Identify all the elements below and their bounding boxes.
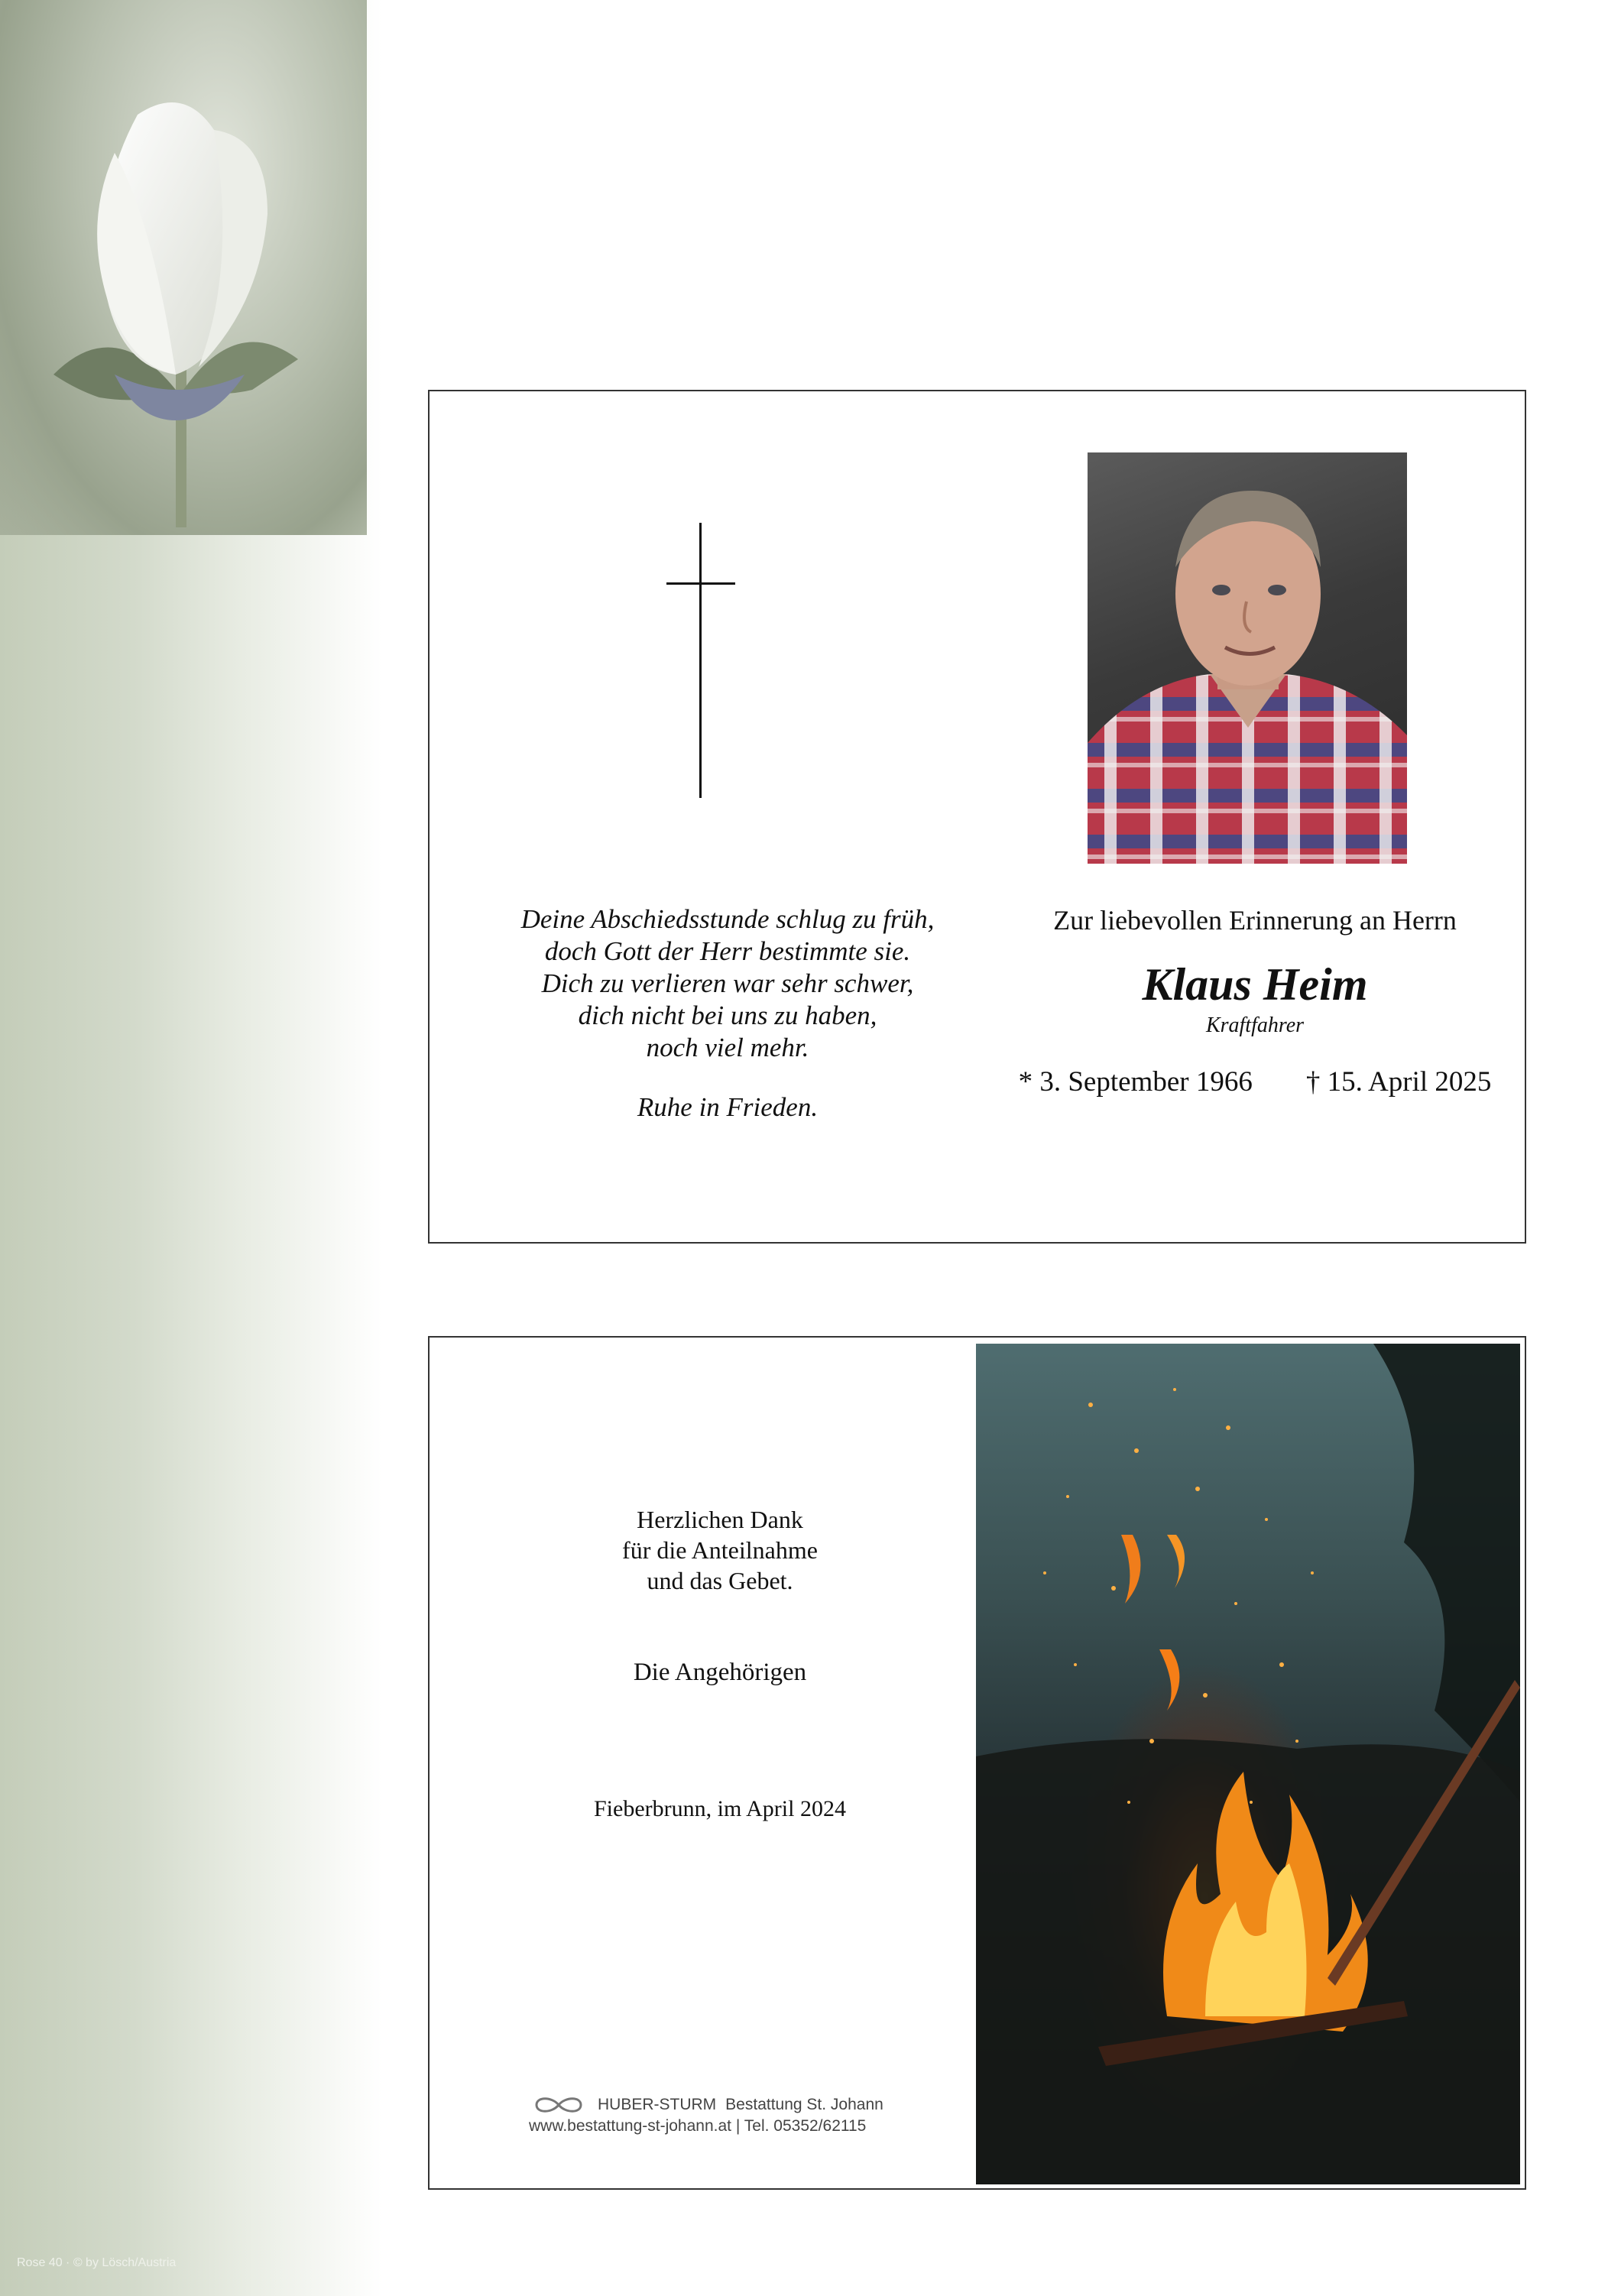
funeral-home-contact (529, 2116, 911, 2137)
funeral-home-subtitle: Bestattung St. Johann (725, 2096, 883, 2113)
campfire-illustration (976, 1344, 1520, 2184)
poem-line: noch viel mehr. (646, 1033, 809, 1062)
memorial-card-front (428, 390, 1526, 1244)
poem-line: dich nicht bei uns zu haben, (578, 1000, 877, 1030)
infinity-logo-icon (529, 2095, 588, 2115)
funeral-home-name: HUBER-STURM (598, 2096, 717, 2113)
place-and-date: Fieberbrunn, im April 2024 (594, 1796, 846, 1821)
funeral-home-info (529, 2094, 911, 2137)
thanks-line: Herzlichen Dank (637, 1506, 803, 1533)
funeral-home-phone: Tel. 05352/62115 (744, 2117, 867, 2135)
poem-line: doch Gott der Herr bestimmte sie. (544, 936, 911, 966)
relatives-signature: Die Angehörigen (633, 1659, 807, 1686)
thanks-line: und das Gebet. (647, 1567, 793, 1594)
funeral-home-header (529, 2094, 911, 2116)
thank-you-card (428, 1336, 1526, 2190)
cross-icon (666, 523, 735, 798)
portrait-photo (1088, 452, 1407, 864)
memorial-intro: Zur liebevollen Erinnerung an Herrn (1053, 905, 1457, 936)
thanks-message (491, 1504, 949, 1596)
campfire-photo (976, 1344, 1520, 2184)
poem (460, 903, 995, 1124)
portrait-illustration (1088, 452, 1407, 864)
occupation: Kraftfahrer (1205, 1013, 1305, 1037)
poem-line: Dich zu verlieren war sehr schwer, (541, 968, 914, 998)
poem-line: Deine Abschiedsstunde schlug zu früh, (520, 904, 935, 934)
left-decorative-strip (0, 0, 382, 2296)
rest-in-peace: Ruhe in Frieden. (637, 1092, 819, 1122)
image-credit: Rose 40 · © by Lösch/Austria (17, 2256, 177, 2269)
thanks-line: für die Anteilnahme (622, 1536, 818, 1564)
white-rose-graphic (23, 84, 313, 527)
birth-date: * 3. September 1966 (1018, 1066, 1253, 1098)
death-date: † 15. April 2025 (1305, 1066, 1492, 1098)
funeral-home-website[interactable]: www.bestattung-st-johann.at (529, 2117, 731, 2135)
contact-separator: | (735, 2117, 741, 2135)
life-dates (1010, 1065, 1499, 1098)
deceased-name: Klaus Heim (1142, 959, 1368, 1010)
rose-image (0, 0, 367, 535)
memorial-details (1010, 903, 1499, 1098)
